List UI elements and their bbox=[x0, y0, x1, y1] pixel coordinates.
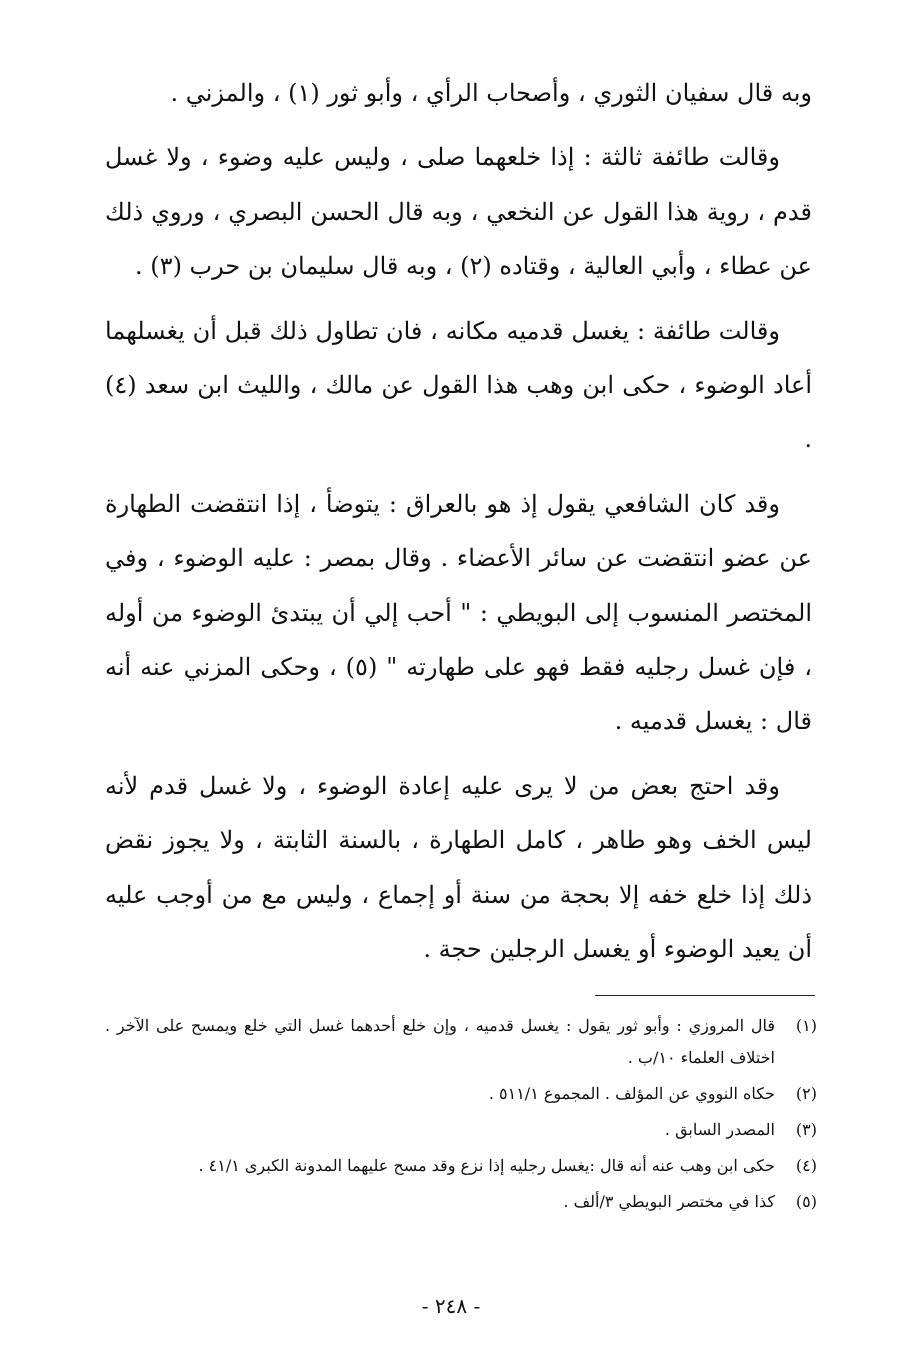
footnote-4 bbox=[105, 1150, 817, 1182]
footnote-3 bbox=[105, 1114, 817, 1146]
footnote-separator bbox=[595, 995, 815, 996]
footnote-number: (٣) bbox=[795, 1120, 817, 1139]
footnote-text: حكاه النووي عن المؤلف . المجموع ٥١١/١ . bbox=[488, 1084, 775, 1103]
footnote-2 bbox=[105, 1078, 817, 1110]
footnote-text: حكى ابن وهب عنه أنه قال :يغسل رجليه إذا نزع وقد مسح عليهما المدونة الكبرى ٤١/١ . bbox=[198, 1156, 775, 1175]
paragraph-1: وبه قال سفيان الثوري ، وأصحاب الرأي ، وأبو ثور (١) ، والمزني . bbox=[170, 79, 812, 107]
footnote-number: (١) bbox=[795, 1016, 817, 1035]
footnote-text: كذا في مختصر البويطي ٣/ألف . bbox=[563, 1192, 775, 1211]
paragraph-2: وقالت طائفة ثالثة : إذا خلعهما صلى ، وليس عليه وضوء ، ولا غسل قدم ، روية هذا القول عن النخعي ، وبه قال الحسن البصري ، وروي ذلك عن عطاء ، وأبي العالية ، وقتاده (٢) ، وبه قال سليمان بن حرب (٣) . bbox=[105, 143, 812, 281]
footnote-number: (٢) bbox=[795, 1084, 817, 1103]
footnote-1 bbox=[105, 1010, 817, 1074]
footnote-text: قال المروزي : وأبو ثور يقول : يغسل قدميه ، وإن خلع أحدهما غسل التي خلع ويمسح على الآخر . اختلاف العلماء ١٠/ب . bbox=[105, 1016, 775, 1067]
paragraph-5: وقد احتج بعض من لا يرى عليه إعادة الوضوء ، ولا غسل قدم لأنه ليس الخف وهو طاهر ، كامل الطهارة ، بالسنة الثابتة ، ولا يجوز نقض ذلك إذا خلع خفه إلا بحجة من سنة أو إجماع ، وليس مع من أوجب عليه أن يعيد الوضوء أو يغسل الرجلين حجة . bbox=[105, 771, 812, 964]
footnote-number: (٥) bbox=[795, 1192, 817, 1211]
main-text bbox=[105, 66, 812, 977]
footnote-text: المصدر السابق . bbox=[664, 1120, 775, 1139]
page-number: - ٢٤٨ - bbox=[421, 1294, 481, 1318]
footnotes bbox=[105, 1010, 817, 1222]
footnote-5 bbox=[105, 1186, 817, 1218]
footnote-number: (٤) bbox=[795, 1156, 817, 1175]
paragraph-3: وقالت طائفة : يغسل قدميه مكانه ، فان تطاول ذلك قبل أن يغسلهما أعاد الوضوء ، حكى ابن وهب هذا القول عن مالك ، والليث ابن سعد (٤) . bbox=[105, 316, 812, 454]
paragraph-4: وقد كان الشافعي يقول إذ هو بالعراق : يتوضأ ، إذا انتقضت الطهارة عن عضو انتقضت عن سائر الأعضاء . وقال بمصر : عليه الوضوء ، وفي المختصر المنسوب إلى البويطي : " أحب إلي أن يبتدئ الوضوء من أوله ، فإن غسل رجليه فقط فهو على طهارته " (٥) ، وحكى المزني عنه أنه قال : يغسل قدميه . bbox=[105, 489, 812, 736]
